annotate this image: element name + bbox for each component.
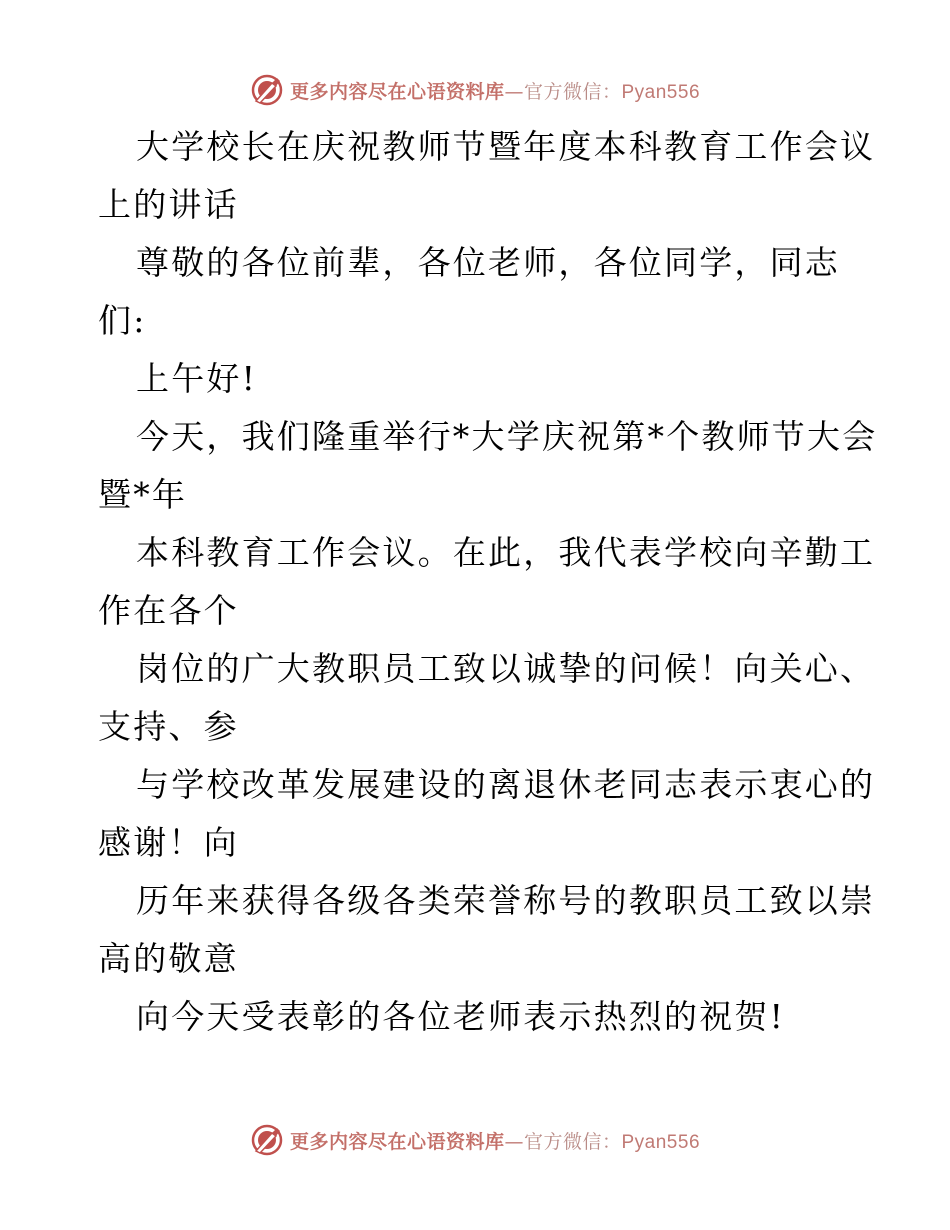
pen-logo-icon [250,1123,284,1157]
footer-watermark [0,1122,950,1158]
text-line: 大学校长在庆祝教师节暨年度本科教育工作会议 [136,127,876,166]
text-line: 高的敬意 [98,939,239,978]
text-line: 上午好! [136,359,258,398]
text-line: 们: [98,301,147,340]
text-line: 向今天受表彰的各位老师表示热烈的祝贺! [136,997,786,1036]
pen-logo-icon [250,73,284,107]
text-line: 支持、参 [98,707,239,746]
text-line: 尊敬的各位前辈，各位老师，各位同学，同志 [136,243,840,282]
text-line: 暨*年 [98,475,188,514]
text-line: 岗位的广大教职员工致以诚挚的问候！向关心、 [136,649,876,688]
text-line: 与学校改革发展建设的离退休老同志表示衷心的 [136,765,876,804]
text-line: 上的讲话 [98,185,239,224]
document-body [98,118,878,1046]
text-line: 感谢！向 [98,823,239,862]
text-line: 本科教育工作会议。在此，我代表学校向辛勤工 [136,533,876,572]
watermark-text: 更多内容尽在心语资料库—官方微信：Pyan556 [289,1130,701,1153]
text-line: 今天，我们隆重举行*大学庆祝第*个教师节大会 [136,417,878,456]
text-line: 历年来获得各级各类荣誉称号的教职员工致以崇 [136,881,876,920]
watermark-text: 更多内容尽在心语资料库—官方微信：Pyan556 [289,80,701,103]
header-watermark [0,72,950,108]
text-line: 作在各个 [98,591,239,630]
